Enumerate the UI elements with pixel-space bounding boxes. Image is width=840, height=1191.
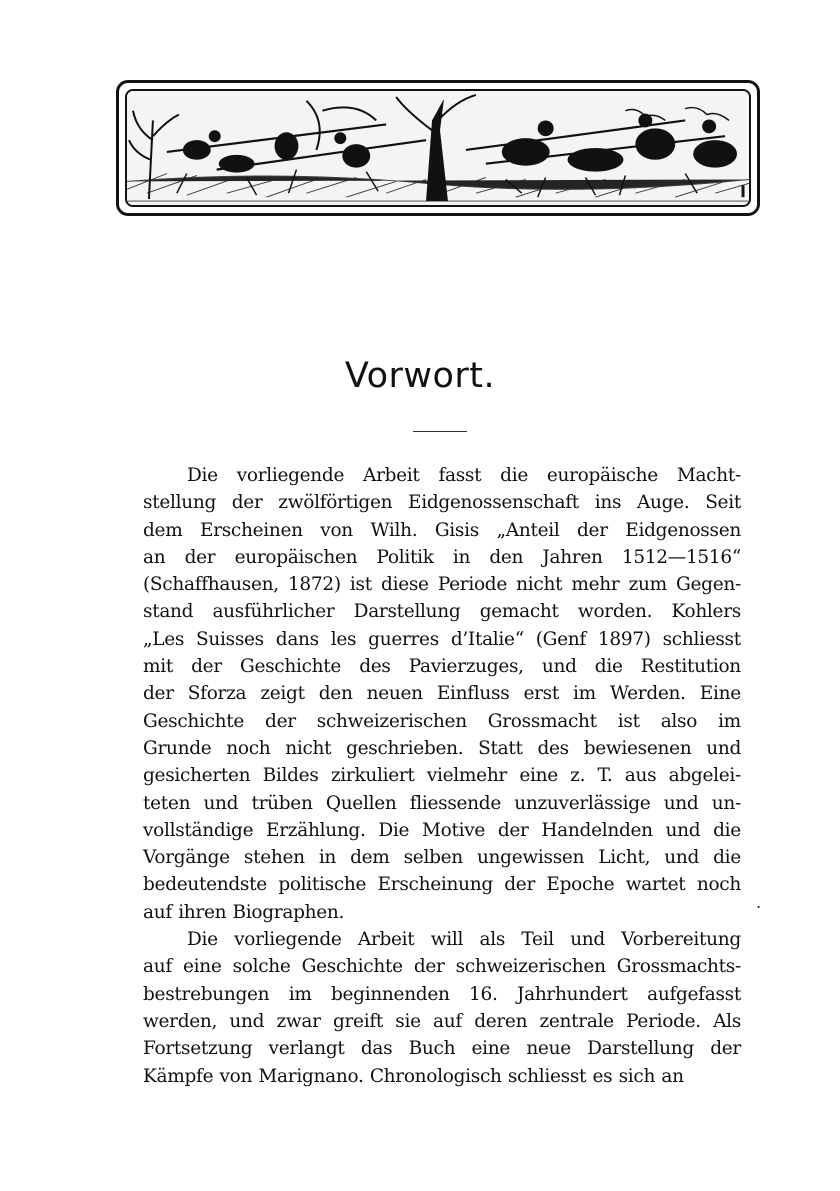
text-line: stellung der zwölförtigen Eidgenossenschaft ins Auge. Seit <box>143 492 741 514</box>
text-line: mit der Geschichte des Pavierzuges, und die Restitution <box>143 656 741 678</box>
text-line: auf ihren Biographen. <box>143 901 345 923</box>
paragraph <box>143 926 741 1090</box>
text-line: auf eine solche Geschichte der schweizerischen Grossmachts- <box>143 956 741 978</box>
text-line: Kämpfe von Marignano. Chronologisch schliesst es sich an <box>143 1065 684 1087</box>
text-line: dem Erscheinen von Wilh. Gisis „Anteil der Eidgenossen <box>143 519 741 541</box>
body-text <box>143 462 741 1090</box>
title-divider <box>413 431 467 432</box>
text-line: vollständige Erzählung. Die Motive der Handelnden und die <box>143 819 741 841</box>
text-line: Vorgänge stehen in dem selben ungewissen Licht, und die <box>143 847 741 869</box>
text-line: Grunde noch nicht geschrieben. Statt des bewiesenen und <box>143 737 741 759</box>
text-line: stand ausführlicher Darstellung gemacht worden. Kohlers <box>143 601 741 623</box>
text-line: teten und trüben Quellen fliessende unzuverlässige und un- <box>143 792 741 814</box>
text-line: gesicherten Bildes zirkuliert vielmehr eine z. T. aus abgelei- <box>143 765 741 787</box>
paragraph <box>143 462 741 926</box>
text-line: an der europäischen Politik in den Jahren 1512—1516“ <box>143 546 741 568</box>
decorative-header-banner <box>116 80 760 216</box>
text-line: bedeutendste politische Erscheinung der Epoche wartet noch <box>143 874 741 896</box>
battle-scene-engraving-icon <box>127 91 749 205</box>
stray-mark: . <box>756 893 762 912</box>
text-line: werden, und zwar greift sie auf deren zentrale Periode. Als <box>143 1010 741 1032</box>
text-line: (Schaffhausen, 1872) ist diese Periode nicht mehr zum Gegen- <box>143 574 741 596</box>
text-line: „Les Suisses dans les guerres d’Italie“ (Genf 1897) schliesst <box>143 628 741 650</box>
text-line: Die vorliegende Arbeit will als Teil und Vorbereitung <box>187 929 741 951</box>
text-line: Fortsetzung verlangt das Buch eine neue Darstellung der <box>143 1038 741 1060</box>
battle-scene-illustration <box>125 89 751 207</box>
text-line: Geschichte der schweizerischen Grossmacht ist also im <box>143 710 741 732</box>
text-line: bestrebungen im beginnenden 16. Jahrhundert aufgefasst <box>143 983 741 1005</box>
text-line: Die vorliegende Arbeit fasst die europäische Macht- <box>187 465 741 486</box>
page-title: Vorwort. <box>344 356 496 396</box>
text-line: der Sforza zeigt den neuen Einfluss erst im Werden. Eine <box>143 683 741 705</box>
